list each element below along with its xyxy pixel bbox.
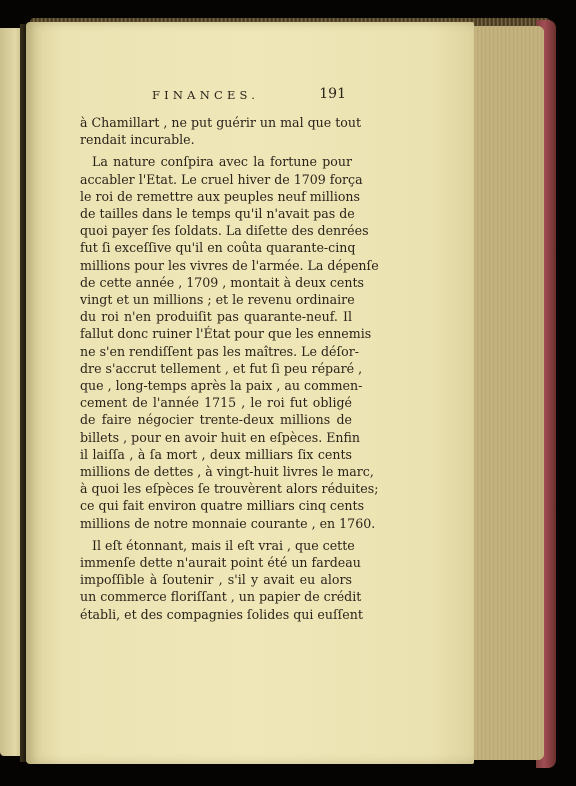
running-head-title: FINANCES. (152, 88, 260, 102)
text-line: le roi de remettre aux peuples neuf millions (80, 188, 361, 204)
text-line: millions de dettes , à vingt-huit livres le marc, (80, 464, 374, 480)
text-line: ne s'en rendiſſent pas les maîtres. Le déſor- (80, 343, 359, 359)
text-line: vingt et un millions ; et le revenu ordinaire (80, 292, 355, 308)
text-line: cement de l'année 1715 , le roi fut obligé (80, 395, 352, 411)
running-head (80, 86, 352, 108)
text-line: impoſſible à ſoutenir , s'il y avait eu alors (80, 572, 352, 588)
text-block (80, 86, 379, 623)
text-line: Il eſt étonnant, mais il eſt vrai , que cette (92, 537, 355, 553)
text-line: rendait incurable. (80, 132, 195, 148)
text-line: fut ſi exceſſive qu'il en coûta quarante-cinq (80, 240, 356, 256)
text-line: La nature conſpira avec la fortune pour (92, 154, 352, 170)
text-line: de tailles dans le temps qu'il n'avait pas de (80, 206, 355, 222)
text-line: de faire négocier trente-deux millions de (80, 412, 352, 428)
text-line: du roi n'en produiſit pas quarante-neuf. Il (80, 309, 352, 325)
text-line: dre s'accrut tellement , et fut ſi peu réparé , (80, 360, 363, 376)
text-line: quoi payer ſes ſoldats. La diſette des denrées (80, 223, 369, 239)
text-line: que , long-temps après la paix , au commen- (80, 378, 363, 394)
body-text (80, 114, 379, 623)
text-line: millions de notre monnaie courante , en 1760. (80, 515, 376, 531)
text-line: billets , pour en avoir huit en eſpèces. Enfin (80, 429, 361, 445)
text-line: il laiſſa , à ſa mort , deux milliars ſix cents (80, 446, 352, 462)
text-line: immenſe dette n'aurait point été un fardeau (80, 555, 361, 571)
page-fore-edge (468, 26, 544, 760)
text-line: de cette année , 1709 , montait à deux cents (80, 274, 364, 290)
text-line: accabler l'Etat. Le cruel hiver de 1709 força (80, 171, 363, 187)
page-number: 191 (319, 86, 346, 102)
text-line: ce qui fait environ quatre milliars cinq cents (80, 498, 365, 514)
text-line: à Chamillart , ne put guérir un mal que tout (80, 115, 362, 130)
text-line: établi, et des compagnies ſolides qui euſſent (80, 606, 363, 622)
text-line: millions pour les vivres de l'armée. La dépenſe (80, 257, 379, 273)
text-line: un commerce floriſſant , un papier de crédit (80, 589, 362, 605)
text-line: à quoi les eſpèces ſe trouvèrent alors réduites; (80, 481, 379, 497)
text-line: fallut donc ruiner l'État pour que les ennemis (80, 326, 372, 342)
